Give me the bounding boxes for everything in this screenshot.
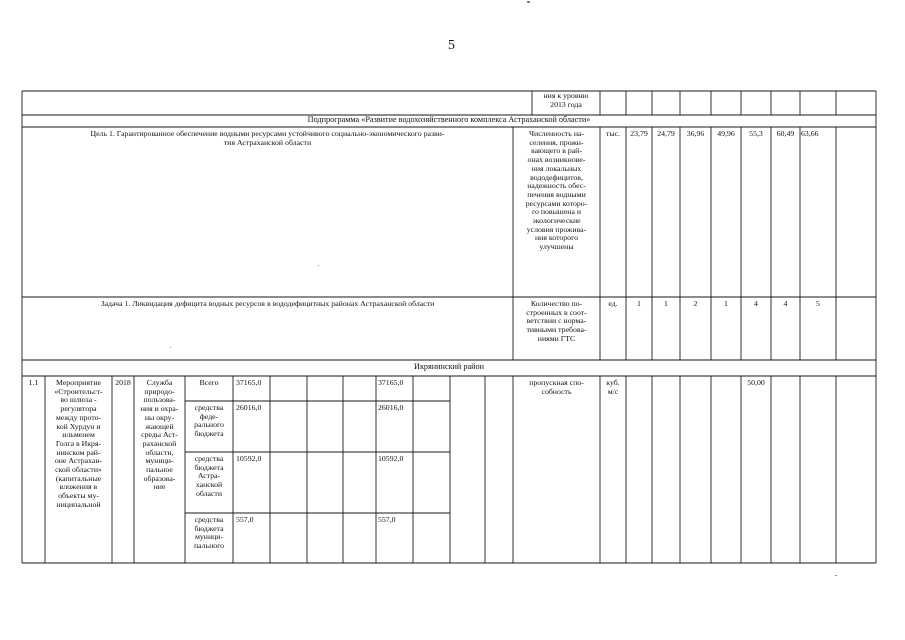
- funding-total: 557,0: [236, 515, 254, 524]
- goal-value: 36,96: [686, 129, 705, 138]
- subprogram-title: Подпрограмма «Развитие водохозяйственного комплекса Астраханской области»: [307, 115, 591, 124]
- activity-indicator-value: 50,00: [747, 378, 765, 387]
- task-unit: ед.: [608, 299, 618, 308]
- district-name: Икрянинский район: [414, 362, 484, 371]
- task-value: 4: [754, 299, 758, 308]
- task-value: 1: [664, 299, 668, 308]
- activity-year: 2018: [115, 378, 131, 387]
- scan-speck: [835, 575, 837, 576]
- task-text: Задача 1. Ликвидация дефицита водных ресурсов в вододефицитных районах Астраханской области: [100, 299, 435, 308]
- scan-speck: [170, 347, 171, 348]
- goal-text: Цель 1. Гарантированное обеспечение водными ресурсами устойчивого социально-экономического разви- тия Астраханской области: [90, 129, 445, 147]
- funding-year-value: 557,0: [378, 515, 396, 524]
- task-value: 1: [724, 299, 728, 308]
- funding-source: средства бюджета Астра- ханской области: [194, 454, 224, 498]
- goal-value: 23,79: [630, 129, 648, 138]
- activity-name: Мероприятие «Строительст- во шлюза - регулятора между прото- кой Хурдун и ильменем Голга в Икря- нинском рай- оне Астрахан- ской области» (капитальные вложения в объекты му- ниципальной: [54, 378, 103, 509]
- task-value: 2: [693, 299, 698, 308]
- activity-executor: Служба природо- пользова- ния и охра- ны окру- жающей среды Аст- раханской области, муници- пальное образова- ние: [140, 378, 179, 492]
- activity-unit: куб. м/с: [606, 378, 620, 396]
- task-value: 4: [783, 299, 788, 308]
- task-value: 5: [816, 299, 820, 308]
- page-number: 5: [448, 38, 455, 53]
- funding-source: Всего: [199, 378, 219, 387]
- goal-value: 49,96: [717, 129, 735, 138]
- funding-source: средства феде- рального бюджета: [194, 403, 224, 439]
- goal-value: 55,3: [749, 129, 763, 138]
- activity-number: 1.1: [28, 378, 39, 387]
- funding-year-value: 37165,0: [378, 378, 404, 387]
- goal-indicator: Численность на- селения, прожи- вающего в рай- онах возникнове- ния локальных вододефицитов, надежность обес- печения водными ресурсами которо- го повышена и экологические условия прожива- ния которого улучшены: [525, 129, 588, 252]
- goal-value: 24,79: [657, 129, 675, 138]
- goal-value: 60,49: [776, 129, 795, 138]
- funding-year-value: 10592,0: [378, 454, 404, 463]
- funding-source: средства бюджета муници- пального: [193, 515, 225, 551]
- funding-total: 26016,0: [236, 403, 262, 412]
- header-fragment: ния к уровню 2013 года: [543, 91, 589, 109]
- task-value: 1: [637, 299, 641, 308]
- goal-value: 63,66: [801, 129, 819, 138]
- task-indicator: Количество по- строенных в соот- ветствии с норма- тивными требова- ниями ГТС: [526, 299, 587, 343]
- funding-year-value: 26016,0: [378, 403, 404, 412]
- funding-total: 10592,0: [236, 454, 262, 463]
- goal-unit: тыс.: [605, 129, 621, 138]
- scan-speck: [318, 265, 319, 266]
- scan-speck: [527, 1, 530, 3]
- funding-total: 37165,0: [236, 378, 262, 387]
- activity-indicator: пропускная спо- собность: [529, 378, 584, 396]
